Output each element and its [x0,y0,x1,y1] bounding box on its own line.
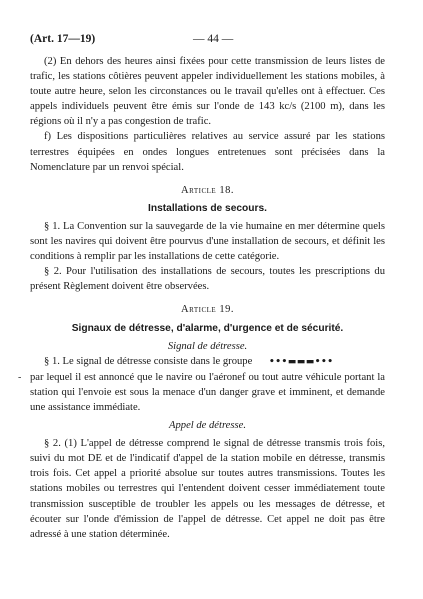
distress-signal-description: par lequel il est annoncé que le navire ou l'aéronef ou tout autre véhicule portant la station qui l'envoie est sous la menace d'un danger grave et imminent, et demande une assistance immédiate. [30,371,385,413]
article-18-title: Installations de secours. [148,202,267,214]
margin-mark: - [18,371,22,383]
page-header [30,33,385,45]
article-18-label: Article 18. [181,184,234,196]
subheading-distress-signal: Signal de détresse. [167,340,248,352]
article-18-paragraph-1: § 1. La Convention sur la sauvegarde de la vie humaine en mer détermine quels sont les navires qui doivent être pourvus d'une installation de secours, et définit les conditions à remplir par les installations de cette catégorie. [30,220,385,263]
paragraph-long-waves: f) Les dispositions particulières relatives au service assuré par les stations terrestres équipées en ondes longues entretenues sont précisées dans la Nomenclature par un renvoi spécial. [30,131,385,173]
article-19-label: Article 19. [181,304,234,316]
article-19-paragraph-1 [30,354,385,370]
article-19-paragraph-2: § 2. (1) L'appel de détresse comprend le signal de détresse transmis trois fois, suivi du mot DE et de l'indicatif d'appel de la station mobile en détresse, transmis trois fois. Cet appel a priorité absolue sur toutes autres transmissions. Toutes les stations mobiles ou terrestres qui l'entendent doivent cesser immédiatement toute transmission susceptible de troubler les appels ou les messages de détresse, et écouter sur l'onde d'émission de l'appel de détresse. Cet appel ne doit pas être adressé à une station déterminée. [30,438,385,540]
article-19-paragraph-1-cont [18,370,385,415]
subheading-distress-call: Appel de détresse. [169,420,246,432]
page-number: — 44 — [193,33,234,45]
article-range: (Art. 17—19) [30,33,96,45]
distress-signal-intro: § 1. Le signal de détresse consiste dans le groupe [44,355,253,367]
body-text [18,54,385,542]
paragraph-traffic-calls: (2) En dehors des heures ainsi fixées pour cette transmission de leurs listes de trafic, les stations côtières peuvent appeler individuellement les stations mobiles, à toute autre heure, selon les circonstances ou le travail qu'elles ont à effectuer. Ces appels individuels peuvent être émis sur l'onde de 143 kc/s (2100 m), dans les régions où il n'y a pas congestion de trafic. [30,56,385,128]
distress-signal-morse: •••▬▬▬••• [268,356,334,367]
article-18-paragraph-2: § 2. Pour l'utilisation des installations de secours, toutes les prescriptions du présent Règlement doivent être observées. [30,266,385,293]
article-19-title: Signaux de détresse, d'alarme, d'urgence et de sécurité. [71,322,344,334]
